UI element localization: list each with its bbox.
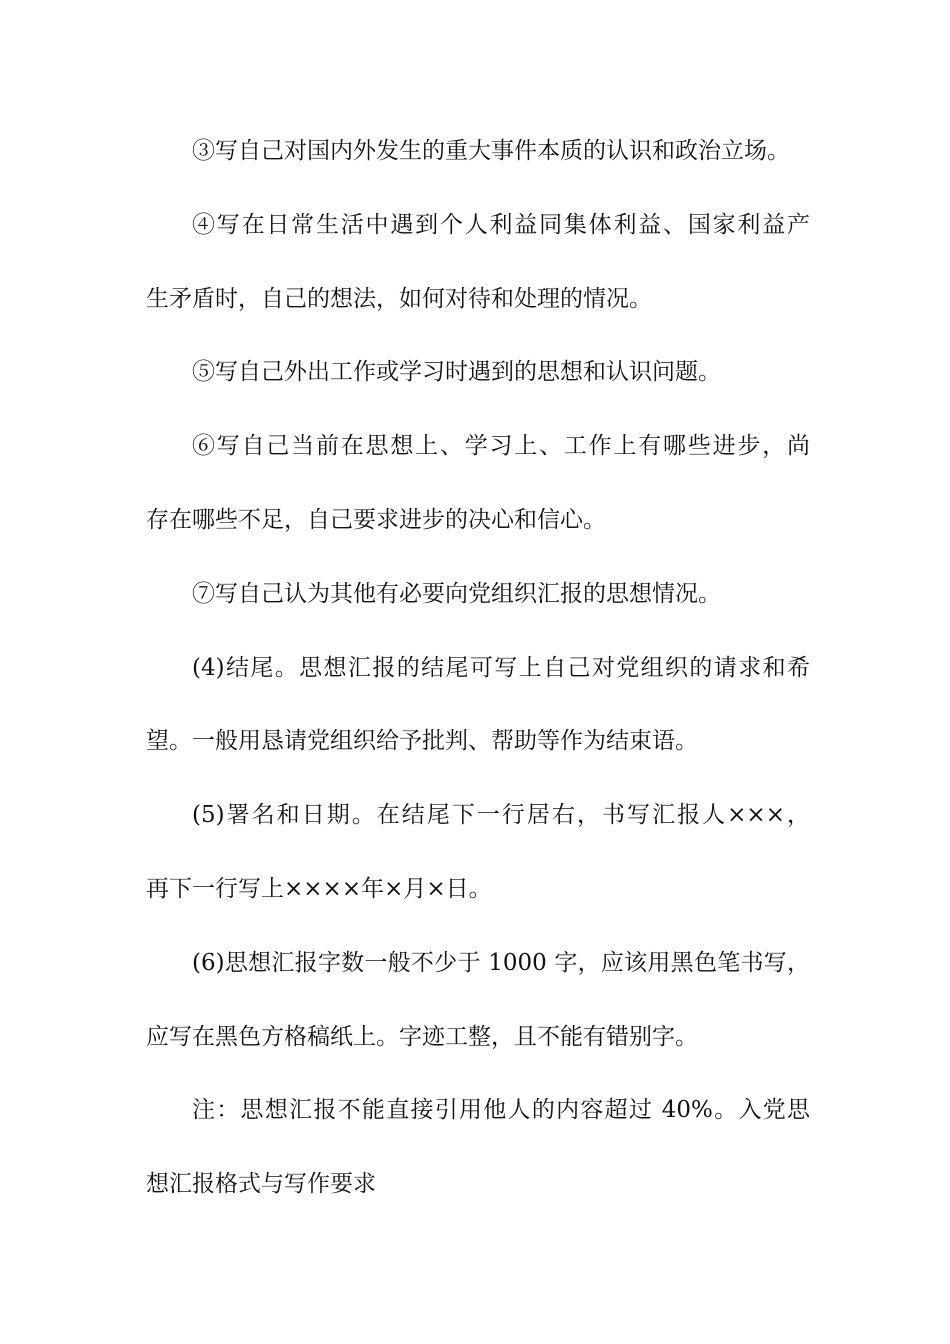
text-line: 望。一般用恳请党组织给予批判、帮助等作为结束语。 [146, 728, 698, 755]
text-line: (6)思想汇报字数一般不少于 1000 字，应该用黑色笔书写， [192, 949, 810, 976]
text-line: (4)结尾。思想汇报的结尾可写上自己对党组织的请求和希 [192, 654, 810, 681]
text-line: ⑥写自己当前在思想上、学习上、工作上有哪些进步，尚 [192, 433, 810, 460]
text-line: 应写在黑色方格稿纸上。字迹工整，且不能有错别字。 [146, 1023, 698, 1050]
text-line: ③写自己对国内外发生的重大事件本质的认识和政治立场。 [192, 138, 790, 164]
text-line: ⑦写自己认为其他有必要向党组织汇报的思想情况。 [192, 580, 721, 607]
text-line: 存在哪些不足，自己要求进步的决心和信心。 [146, 506, 606, 533]
text-line: 生矛盾时，自己的想法，如何对待和处理的情况。 [146, 285, 652, 312]
text-line: (5)署名和日期。在结尾下一行居右，书写汇报人×××， [192, 802, 810, 829]
text-line: 想汇报格式与写作要求 [146, 1171, 376, 1198]
text-line: ④写在日常生活中遇到个人利益同集体利益、国家利益产 [192, 211, 810, 238]
text-line: 注：思想汇报不能直接引用他人的内容超过 40%。入党思 [192, 1097, 810, 1124]
text-line: ⑤写自己外出工作或学习时遇到的思想和认识问题。 [192, 359, 721, 386]
document-body [146, 128, 810, 1235]
text-line: 再下一行写上××××年×月×日。 [146, 875, 492, 902]
